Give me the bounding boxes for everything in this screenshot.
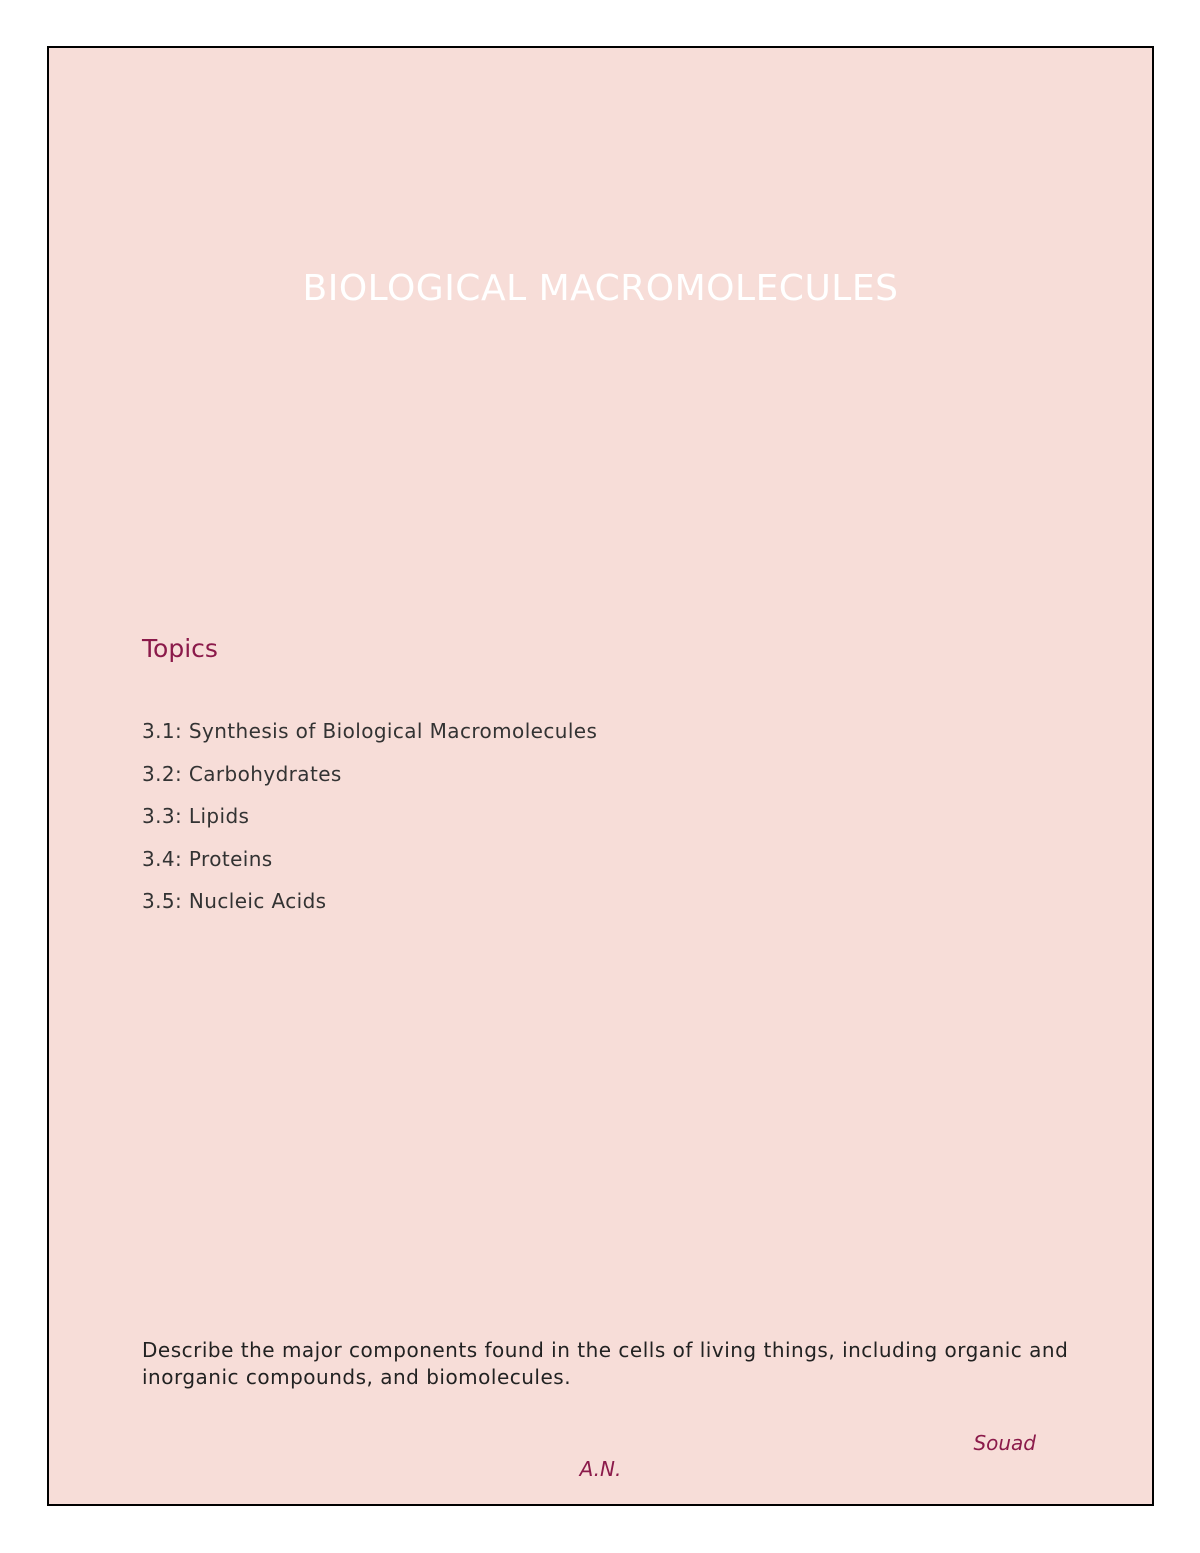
topic-item: 3.3: Lipids (142, 804, 250, 828)
topic-item: 3.2: Carbohydrates (142, 761, 342, 786)
topic-item: 3.5: Nucleic Acids (142, 889, 327, 913)
topics-list (142, 710, 597, 923)
description-text: Describe the major components found in the cells of living things, including organic and inorganic compounds, and biomolecules. (142, 1338, 1069, 1389)
author-last-name: A.N. (579, 1457, 622, 1481)
topic-item: 3.1: Synthesis of Biological Macromolecules (142, 719, 598, 743)
author-first-name: Souad (973, 1431, 1036, 1455)
document-title: BIOLOGICAL MACROMOLECULES (302, 268, 899, 309)
topics-heading: Topics (142, 634, 218, 663)
topic-item: 3.4: Proteins (142, 846, 273, 871)
cover-page (47, 46, 1154, 1506)
